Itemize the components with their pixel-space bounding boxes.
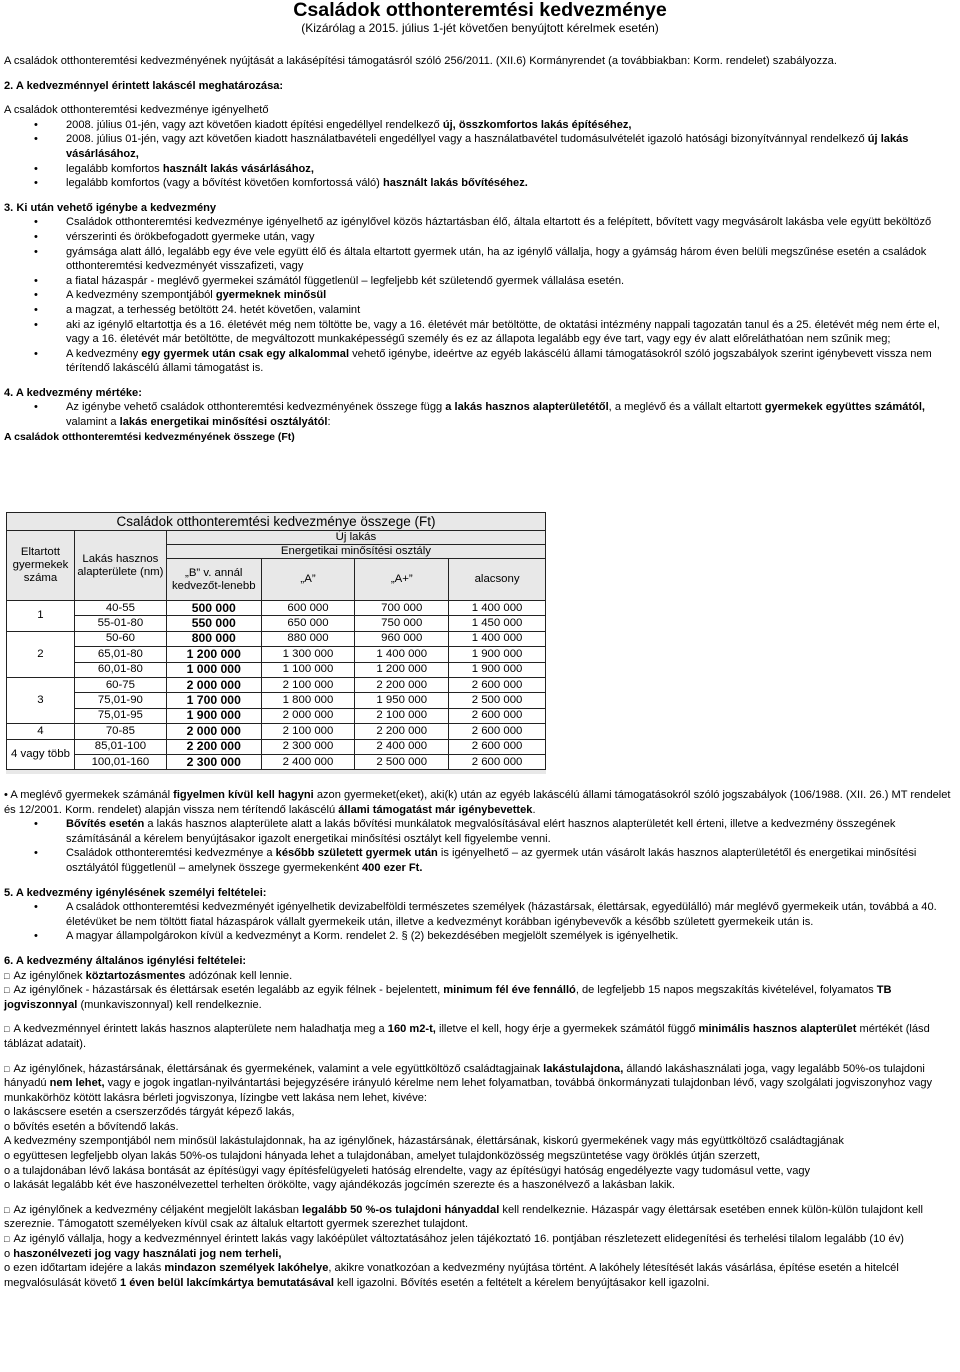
table-caption: A családok otthonteremtési kedvezményének összege (Ft) (4, 430, 295, 443)
list-item: • A kedvezmény egy gyermek után csak egy alkalommal vehető igénybe, ideértve az egyéb lakáscélú állami támogatásokról szóló jogszabályok szerint igénybevett vissza nem térítendő lakáscélú állami támogatást is. (0, 347, 960, 376)
section-2-lead: A családok otthonteremtési kedvezménye igényelhető (4, 104, 269, 117)
list-item: o haszonélvezeti jog vagy használati jog nem terheli, (4, 1247, 282, 1260)
table-row: 75,01-90 1 700 000 1 800 000 1 950 000 2 500 000 (7, 693, 546, 708)
table-title: Családok otthonteremtési kedvezménye összege (Ft) (7, 513, 546, 531)
list-item: • legalább komfortos (vagy a bővítést követően komfortossá váló) használt lakás bővítéséhez. (0, 176, 960, 191)
list-item: □ Az igénylő vállalja, hogy a kedvezménnyel érintett lakás vagy lakóépület változtatásához jelen tájékoztató 16. pontjában részletezett elidegenítési és terhelési tilalom legalább (10 év) (0, 1232, 960, 1247)
list-item: • Családok otthonteremtési kedvezménye igényelhető az igénylővel közös háztartásban élő, általa eltartott és a felépített, bővített vagy megvásárolt lakásba vele együtt beköltöző (0, 215, 960, 230)
intro-paragraph: A családok otthonteremtési kedvezményének nyújtását a lakásépítési támogatásról szóló 256/2011. (XII.6) Kormányrendet (a továbbiakban: Korm. rendelet) szabályozza. (4, 55, 837, 67)
amount-table-image (6, 512, 546, 774)
document-title: Családok otthonteremtési kedvezménye (293, 0, 667, 21)
col-energy: Energetikai minősítési osztály (166, 545, 545, 559)
table-row: 75,01-95 1 900 000 2 000 000 2 100 000 2 600 000 (7, 708, 546, 723)
list-item: o lakáscsere esetén a cserszerződés tárgyát képező lakás, (4, 1106, 295, 1119)
list-item: • A családok otthonteremtési kedvezményét igényelhetik devizabelföldi természetes személyek (házastársak, élettársak, egyedülálló) már meglévő gyermekeik után, továbbá a 40. életévüket be nem töltött fiatal házaspárok vállalt gyermekeik után, illetve a kedvezményt korábban igénybevevők a később született gyermekeik után is. (0, 900, 960, 929)
table-row: 65,01-80 1 200 000 1 300 000 1 400 000 1 900 000 (7, 647, 546, 662)
section-2-heading: 2. A kedvezménnyel érintett lakáscél meghatározása: (4, 79, 284, 92)
list-item: • Bővítés esetén a lakás hasznos alapterülete alatt a lakás bővítési munkálatok megvalósításával elért hasznos alapterületét kell érteni, illetve a kedvezmény összegének számításánál a kérelem benyújtásakor igazolt energetikai minősítési osztályt kell figyelembe venni. (0, 817, 960, 846)
list-item: • Családok otthonteremtési kedvezménye a később született gyermek után is igényelhető – az gyermek után vásárolt lakás hasznos alapterületétől és energetikai minősítési osztályától függetlenül – amelynek összege gyermekenként 400 ezer Ft. (0, 846, 960, 875)
table-row: 55-01-80 550 000 650 000 750 000 1 450 000 (7, 616, 546, 631)
document-subtitle: (Kizárólag a 2015. július 1-jét követően benyújtott kérelmek esetén) (301, 21, 659, 35)
list-item: • Az igénybe vehető családok otthonteremtési kedvezményének összege függ a lakás hasznos alapterületétől, a meglévő és a vállalt eltartott gyermekek együttes számától, valamint a lakás energetikai minősítési osztályától: (0, 400, 960, 429)
list-item: □ Az igénylőnek a kedvezmény céljaként megjelölt lakásban legalább 50 %-os tulajdoni hányaddal kell rendelkeznie. Házaspár vagy élettársak esetében ennek külön-külön tulajdont kell szereznie. Támogatott személyeken kívül csak az általuk eltartott gyermek szerezhet tulajdont. (0, 1203, 960, 1232)
table-row: 60,01-80 1 000 000 1 100 000 1 200 000 1 900 000 (7, 662, 546, 677)
list-item: • A kedvezmény szempontjából gyermeknek minősül (0, 288, 960, 303)
list-item: o együttesen legfeljebb olyan lakás 50%-os tulajdoni hányada lehet a tulajdonában, amelyet tulajdonközösség megszüntetése vagy öröklés útján szerzett, (4, 1150, 761, 1163)
table-row: 4 70-85 2 000 000 2 100 000 2 200 000 2 600 000 (7, 724, 546, 739)
table-row: 4 vagy több 85,01-100 2 200 000 2 300 000 2 400 000 2 600 000 (7, 739, 546, 754)
list-item: □ Az igénylőnek - házastársak és élettársak esetén legalább az egyik félnek - bejelentett, minimum fél éve fennálló, de legfeljebb 15 napos megszakítás kivételével, folyamatos TB jogviszonnyal (munkaviszonnyal) kell rendelkeznie. (0, 983, 960, 1012)
list-item: • vérszerinti és örökbefogadott gyermeke után, vagy (0, 230, 960, 245)
note-1: • A meglévő gyermekek számánál figyelmen kívül kell hagyni azon gyermeket(eket), aki(k) után az egyéb lakáscélú állami támogatásokról szóló jogszabályok (106/1988. (XII. 26.) MT rendelet és 12/2001. Korm. rendelet) alapján vissza nem térítendő lakáscélú állami támogatást már igénybevettek. (4, 789, 951, 816)
table-row: 3 60-75 2 000 000 2 100 000 2 200 000 2 600 000 (7, 677, 546, 692)
list-item: • 2008. július 01-jén, vagy azt követően kiadott használatbavételi engedéllyel vagy a használatbavétel tudomásulvételét igazoló hatósági bizonyítvánnyal rendelkező új lakás vásárlásához, (0, 132, 960, 161)
list-item: □ Az igénylőnek köztartozásmentes adózónak kell lennie. (0, 969, 960, 984)
list-item: A kedvezmény szempontjából nem minősül lakástulajdonnak, ha az igénylőnek, házastársának, élettársának, kiskorú gyermekének vagy más együttköltöző családtagjának (4, 1135, 844, 1148)
table-row: 1 40-55 500 000 600 000 700 000 1 400 000 (7, 601, 546, 616)
section-3-heading: 3. Ki után vehető igénybe a kedvezmény (4, 201, 217, 214)
list-item: □ A kedvezménnyel érintett lakás hasznos alapterülete nem haladhatja meg a 160 m2-t, illetve el kell, hogy érje a gyermekek számától függő minimális hasznos alapterület mértékét (lásd táblázat adatait). (0, 1022, 960, 1051)
col-aplus: „A+” (355, 559, 449, 601)
col-children: Eltartott gyermekek száma (7, 531, 75, 601)
table-row: 2 50-60 800 000 880 000 960 000 1 400 000 (7, 631, 546, 646)
list-item: □ Az igénylőnek, házastársának, élettársának és gyermekének, valamint a vele együttköltöző családtagjainak lakástulajdona, állandó lakáshasználati joga, vagy legalább 50%-os tulajdoni hányadú nem lehet, vagy e jogok ingatlan-nyilvántartási bejegyzésére irányuló kérelme nem lehet folyamatban, továbbá önkormányzati tulajdonban lévő, vagy szolgálati jogviszonyhoz vagy munkakörhöz kötött lakásra bérleti jogviszonya, lízingbe vett lakása nem lehet, kivéve: (0, 1062, 960, 1106)
list-item: • a magzat, a terhesség betöltött 24. hetét követően, valamint (0, 303, 960, 318)
col-area: Lakás hasznos alapterülete (nm) (74, 531, 166, 601)
document-lower (0, 788, 960, 1290)
section-5-heading: 5. A kedvezmény igénylésének személyi feltételei: (4, 886, 267, 899)
col-a: „A” (261, 559, 355, 601)
list-item: • a fiatal házaspár - meglévő gyermekei számától függetlenül – legfeljebb két születendő gyermek vállalása esetén. (0, 274, 960, 289)
table-row: 100,01-160 2 300 000 2 400 000 2 500 000 2 600 000 (7, 754, 546, 769)
list-item: • 2008. július 01-jén, vagy azt követően kiadott építési engedéllyel rendelkező új, összkomfortos lakás építéséhez, (0, 118, 960, 133)
document-page (0, 0, 960, 444)
list-item: • A magyar állampolgárokon kívül a kedvezményt a Korm. rendelet 2. § (2) bekezdésében megjelölt személyek is igényelhetik. (0, 929, 960, 944)
amount-table (6, 512, 546, 770)
col-b: „B” v. annál kedvezőt-lenebb (166, 559, 261, 601)
list-item: o a tulajdonában lévő lakása bontását az építésügyi vagy építésfelügyeleti hatóság elrendelte, vagy az építésügyi hatóság engedélyezte vagy tudomásul vette, vagy (4, 1164, 811, 1177)
col-alacsony: alacsony (449, 559, 546, 601)
list-item: o lakását legalább két éve haszonélvezettel terhelten örökölte, vagy ajándékozás jogcímén szerezte és a haszonélvező a lakásban lakik. (4, 1179, 675, 1192)
col-new: Új lakás (166, 531, 545, 545)
list-item: • gyámsága alatt álló, legalább egy éve vele együtt élő és általa eltartott gyermek után, ha az igénylő vállalja, hogy a gyámság három éven belüli megszűnése esetén a családok otthonteremtési kedvezményét visszafizeti, vagy (0, 245, 960, 274)
section-6-heading: 6. A kedvezmény általános igénylési feltételei: (4, 954, 247, 967)
list-item: • aki az igénylő eltartottja és a 16. életévét még nem töltötte be, vagy a 16. életévét már betöltötte, de oktatási intézmény nappali tagozatán tanul és a 25. életévét még nem érte el, vagy a 16. életévét már betöltötte, de megváltozott munkaképességű személy és ez az állapota legalább egy éve tart, vagy egy év alatt előreláthatóan nem szűnik meg; (0, 318, 960, 347)
list-item: o ezen időtartam idejére a lakás mindazon személyek lakóhelye, akikre vonatkozóan a kedvezmény nyújtása történt. A lakóhely létesítését lakás vásárlása, építése esetén a hitelcél megvalósulását követő 1 éven belül lakcímkártya bemutatásával kell igazolni. Bővítés esetén a feltételt a kérelem benyújtásakor kell igazolni. (4, 1262, 899, 1289)
section-4-heading: 4. A kedvezmény mértéke: (4, 386, 142, 399)
list-item: o bővítés esetén a bővítendő lakás. (4, 1120, 179, 1133)
list-item: • legalább komfortos használt lakás vásárlásához, (0, 162, 960, 177)
